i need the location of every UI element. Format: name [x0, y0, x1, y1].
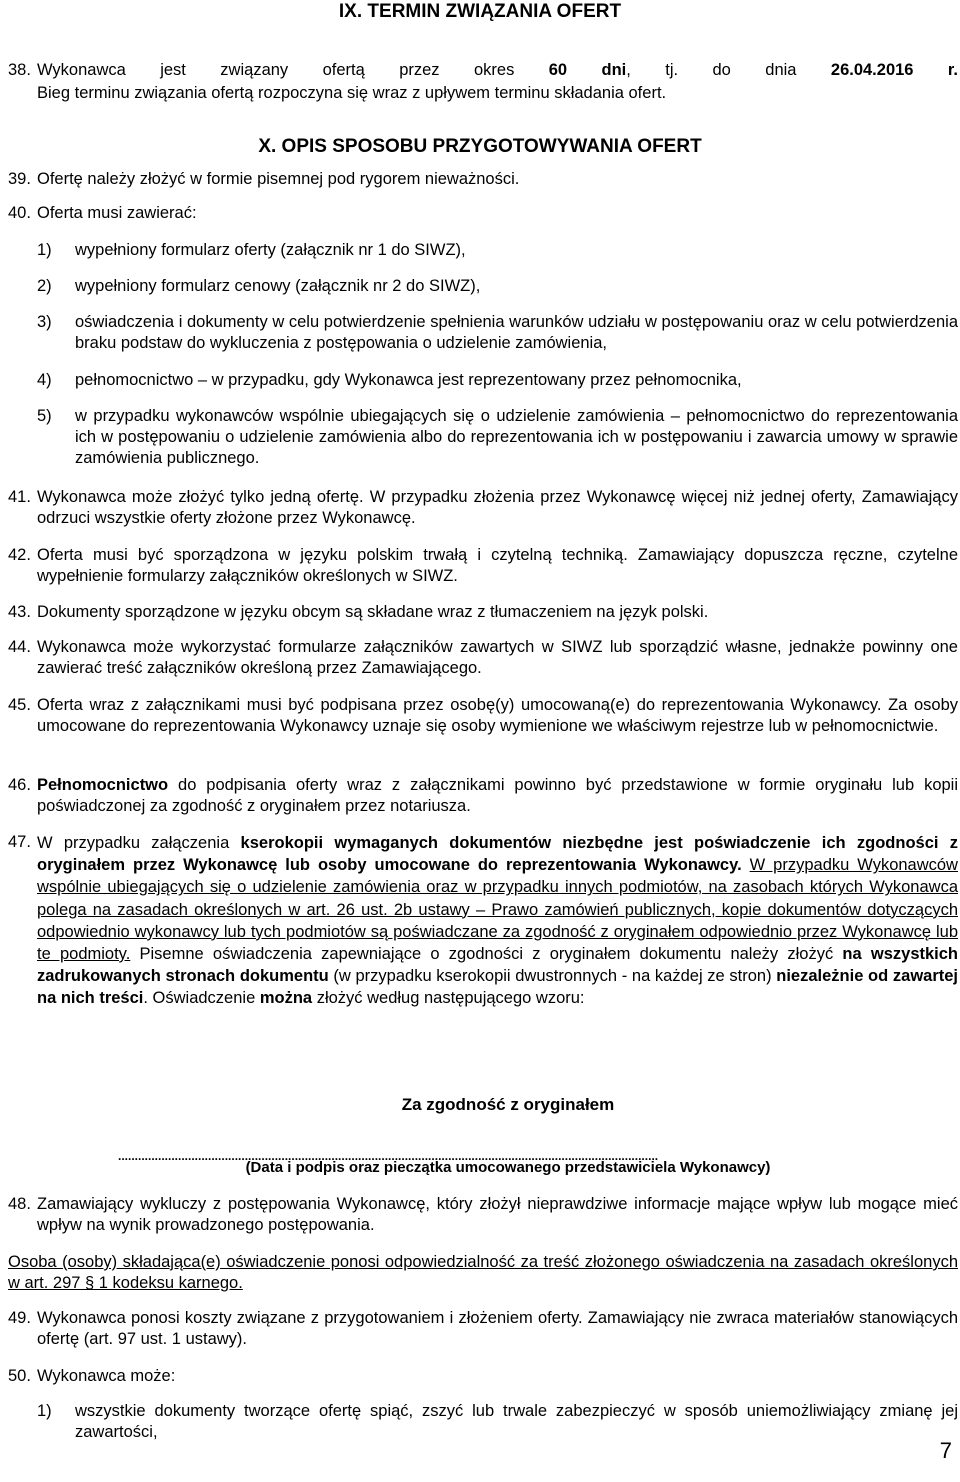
list-item [37, 240, 958, 261]
paragraph-47 [37, 832, 958, 1010]
page-number: 7 [939, 1438, 952, 1463]
p38-bold-date: 26.04.2016 r. [830, 61, 958, 79]
liability-note: Osoba (osoby) składająca(e) oświadczenie ponosi odpowiedzialność za treść złożonego oświadczenia na zasadach określonych w art. 297 § 1 kodeksu karnego. [8, 1253, 958, 1292]
p47-bold-1: kserokopii wymaganych dokumentów niezbędne jest poświadczenie ich zgodności z oryginałem przez Wykonawcę lub osoby umocowane do reprezentowania Wykonawcy. [37, 834, 959, 875]
paragraph-48: Zamawiający wykluczy z postępowania Wykonawcę, który złożył nieprawdziwe informacje mające wpływ lub mogące mieć wpływ na wynik prowadzonego postępowania. [37, 1195, 958, 1234]
paragraph-number-48: 48. [8, 1195, 31, 1213]
p47-text-5: złożyć według następującego wzoru: [312, 989, 585, 1008]
paragraph-49: Wykonawca ponosi koszty związane z przygotowaniem i złożeniem oferty. Zamawiający nie zwraca materiałów stanowiących ofertę (art. 97 ust. 1 ustawy). [37, 1309, 958, 1348]
p47-text-2: Pisemne oświadczenia zapewniające o zgodności z oryginałem dokumentu należy złożyć [130, 945, 843, 964]
list-item-number: 1) [37, 241, 52, 259]
paragraph-43: Dokumenty sporządzone w języku obcym są składane wraz z tłumaczeniem na język polski. [37, 603, 709, 621]
paragraph-45: Oferta wraz z załącznikami musi być podpisana przez osobę(y) umocowaną(e) do reprezentowania Wykonawcy. Za osoby umocowane do reprezentowania Wykonawcy uznaje się osoby wymienione we właściwym rejestrze lub w pełnomocnictwie. [37, 696, 958, 735]
paragraph-number-43: 43. [8, 603, 31, 621]
p47-bold-2: na wszystkich zadrukowanych stronach dokumentu [37, 945, 959, 986]
paragraph-number-47: 47. [8, 833, 31, 851]
list-item [37, 312, 958, 354]
list-item [37, 370, 958, 391]
paragraph-number-46: 46. [8, 776, 31, 794]
paragraph-39: Ofertę należy złożyć w formie pisemnej pod rygorem nieważności. [37, 170, 520, 188]
p47-text-1: W przypadku załączenia [37, 834, 241, 852]
p46-bold: Pełnomocnictwo [37, 776, 169, 794]
paragraph-number-49: 49. [8, 1309, 31, 1327]
paragraph-46 [37, 775, 958, 817]
p38-bold-days: 60 dni [548, 61, 627, 79]
paragraph-41: Wykonawca może złożyć tylko jedną ofertę. W przypadku złożenia przez Wykonawcę więcej niż jednej oferty, Zamawiający odrzuci wszystkie oferty złożone przez Wykonawcę. [37, 488, 958, 527]
paragraph-number-38: 38. [8, 61, 31, 79]
list-item-text: wypełniony formularz oferty (załącznik nr 1 do SIWZ), [75, 241, 466, 259]
p46-text: do podpisania oferty wraz z załącznikami powinno być przedstawione w formie oryginału lub kopii poświadczonej za zgodność z oryginałem przez notariusza. [37, 776, 958, 815]
paragraph-number-50: 50. [8, 1367, 31, 1385]
paragraph-number-40: 40. [8, 204, 31, 222]
p47-bold-4: można [259, 989, 313, 1008]
section-heading-ix: IX. TERMIN ZWIĄZANIA OFERT [338, 1, 622, 22]
paragraph-number-44: 44. [8, 638, 31, 656]
paragraph-number-41: 41. [8, 488, 31, 506]
list-item-number: 5) [37, 407, 52, 425]
list-item-text: pełnomocnictwo – w przypadku, gdy Wykonawca jest reprezentowany przez pełnomocnika, [75, 371, 742, 389]
p47-bold-3: niezależnie od zawartej na nich treści [37, 967, 959, 1008]
list-item [37, 1401, 958, 1443]
paragraph-38-line2: Bieg terminu związania ofertą rozpoczyna się wraz z upływem terminu składania ofert. [37, 84, 667, 102]
list-item-number: 4) [37, 371, 52, 389]
list-item-text: wszystkie dokumenty tworzące ofertę spiąć, zszyć lub trwale zabezpieczyć w sposób uniemożliwiający zmianę jej zawartości, [75, 1402, 958, 1441]
list-item [37, 276, 958, 297]
p47-text-4: . Oświadczenie [143, 989, 260, 1008]
signature-line: .................................................................................................................................................................. [118, 1149, 659, 1163]
paragraph-number-42: 42. [8, 546, 31, 564]
stamp-title: Za zgodność z oryginałem [401, 1095, 615, 1114]
paragraph-50: Wykonawca może: [37, 1367, 176, 1385]
paragraph-number-45: 45. [8, 696, 31, 714]
paragraph-40: Oferta musi zawierać: [37, 204, 197, 222]
list-item [37, 406, 958, 469]
list-item-text: wypełniony formularz cenowy (załącznik nr 2 do SIWZ), [75, 277, 481, 295]
paragraph-44: Wykonawca może wykorzystać formularze załączników zawartych w SIWZ lub sporządzić własne, jednakże powinny one zawierać treść załączników określoną przez Zamawiającego. [37, 638, 958, 677]
p47-text-3: (w przypadku kserokopii dwustronnych - na każdej ze stron) [328, 967, 777, 986]
list-item-text: oświadczenia i dokumenty w celu potwierdzenie spełnienia warunków udziału w postępowaniu oraz w celu potwierdzenia braku podstaw do wykluczenia z postępowania o udzielenie zamówienia, [75, 313, 958, 352]
section-heading-x: X. OPIS SPOSOBU PRZYGOTOWYWANIA OFERT [258, 136, 702, 157]
p38-text-c: , tj. do dnia [626, 61, 831, 79]
signature-caption: (Data i podpis oraz pieczątka umocowanego przedstawiciela Wykonawcy) [245, 1159, 771, 1176]
list-item-number: 3) [37, 313, 52, 331]
list-item-text: w przypadku wykonawców wspólnie ubiegających się o udzielenie zamówienia – pełnomocnictwo do reprezentowania ich w postępowaniu o udzielenie zamówienia albo do reprezentowania ich w postępowaniu i zawarcia umowy w sprawie zamówienia publicznego. [75, 407, 958, 467]
p38-text-a: Wykonawca jest związany ofertą przez okres [37, 61, 549, 79]
list-item-number: 1) [37, 1402, 52, 1420]
paragraph-number-39: 39. [8, 170, 31, 188]
list-item-number: 2) [37, 277, 52, 295]
p47-underlined: W przypadku Wykonawców wspólnie ubiegających się o udzielenie zamówienia oraz w przypadku innych podmiotów, na zasobach których Wykonawca polega na zasadach określonych w art. 26 ust. 2b ustawy – Prawo zamówień publicznych, kopie dokumentów dotyczących odpowiednio wykonawcy lub tych podmiotów są poświadczane za zgodność z oryginałem odpowiednio przez Wykonawcę lub te podmioty. [37, 856, 958, 964]
paragraph-42: Oferta musi być sporządzona w języku polskim trwałą i czytelną techniką. Zamawiający dopuszcza ręczne, czytelne wypełnienie formularzy załączników określonych w SIWZ. [37, 546, 958, 585]
paragraph-38-line1 [37, 60, 958, 81]
